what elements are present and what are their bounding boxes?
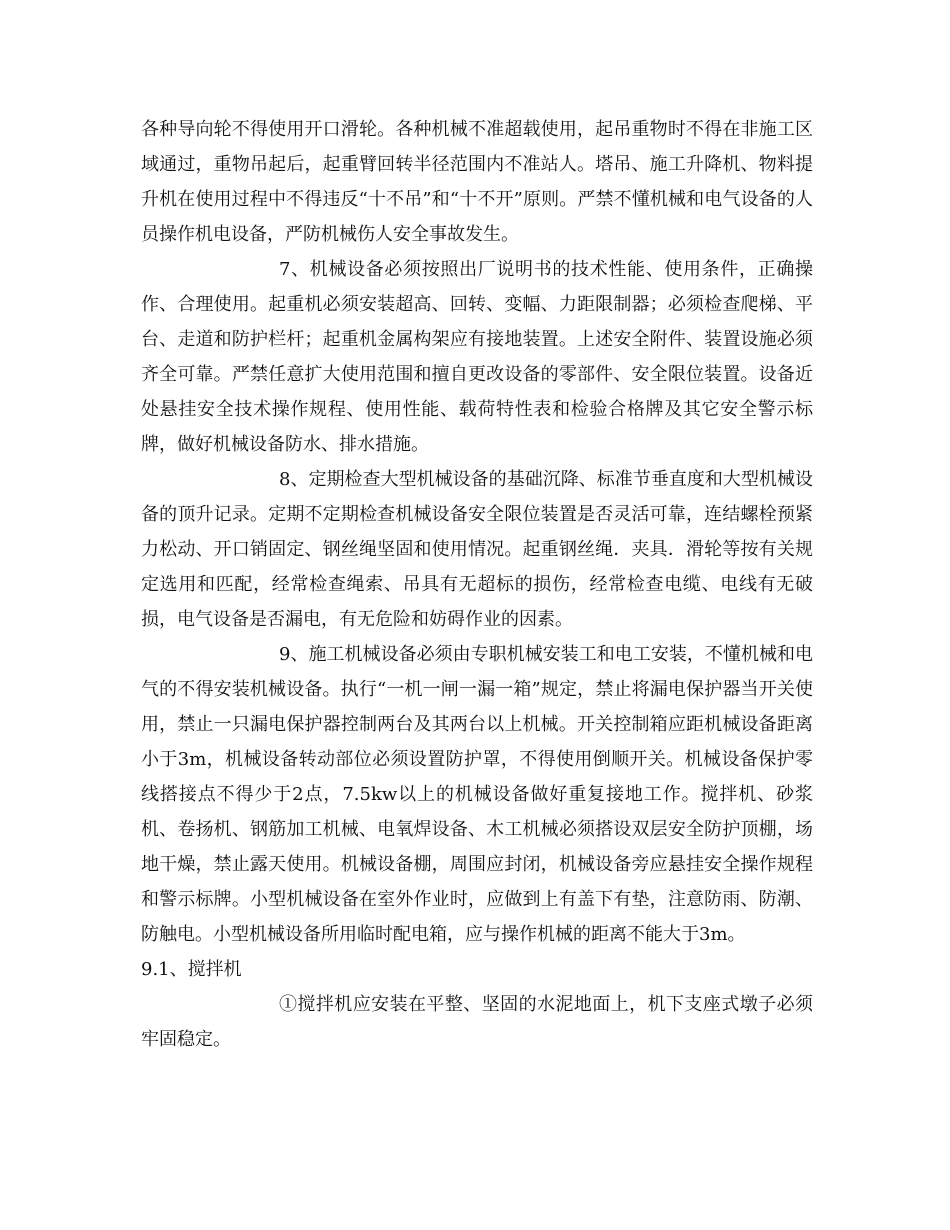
paragraph-continuation: 各种导向轮不得使用开口滑轮。各种机械不准超载使用，起吊重物时不得在非施工区域通过，重物吊起后，起重臂回转半径范围内不准站人。塔吊、施工升降机、物料提升机在使用过程中不得违反“十不吊”和“十不开”原则。严禁不懂机械和电气设备的人员操作机电设备，严防机械伤人安全事故发生。: [141, 119, 813, 245]
paragraph-item-7: 7、机械设备必须按照出厂说明书的技术性能、使用条件，正确操作、合理使用。起重机必须安装超高、回转、变幅、力距限制器；必须检查爬梯、平台、走道和防护栏杆；起重机金属构架应有接地装置。上述安全附件、装置设施必须齐全可靠。严禁任意扩大使用范围和擅自更改设备的零部件、安全限位装置。设备近处悬挂安全技术操作规程、使用性能、载荷特性表和检验合格牌及其它安全警示标牌，做好机械设备防水、排水措施。: [141, 259, 813, 455]
paragraph-item-9-1-1: ①搅拌机应安装在平整、坚固的水泥地面上，机下支座式墩子必须牢固稳定。: [141, 994, 813, 1050]
subsection-heading-9-1: 9.1、搅拌机: [141, 959, 242, 980]
paragraph-item-8: 8、定期检查大型机械设备的基础沉降、标准节垂直度和大型机械设备的顶升记录。定期不定期检查机械设备安全限位装置是否灵活可靠，连结螺栓预紧力松动、开口销固定、钢丝绳坚固和使用情况。起重钢丝绳．夹具．滑轮等按有关规定选用和匹配，经常检查绳索、吊具有无超标的损伤，经常检查电缆、电线有无破损，电气设备是否漏电，有无危险和妨碍作业的因素。: [141, 469, 813, 630]
document-body: [141, 112, 813, 1057]
paragraph-item-9: 9、施工机械设备必须由专职机械安装工和电工安装，不懂机械和电气的不得安装机械设备。执行“一机一闸一漏一箱”规定，禁止将漏电保护器当开关使用，禁止一只漏电保护器控制两台及其两台以上机械。开关控制箱应距机械设备距离小于3m，机械设备转动部位必须设置防护罩，不得使用倒顺开关。机械设备保护零线搭接点不得少于2点，7.5kw以上的机械设备做好重复接地工作。搅拌机、砂浆机、卷扬机、钢筋加工机械、电氧焊设备、木工机械必须搭设双层安全防护顶棚，场地干燥，禁止露天使用。机械设备棚，周围应封闭，机械设备旁应悬挂安全操作规程和警示标牌。小型机械设备在室外作业时，应做到上有盖下有垫，注意防雨、防潮、防触电。小型机械设备所用临时配电箱，应与操作机械的距离不能大于3m。: [141, 644, 813, 945]
